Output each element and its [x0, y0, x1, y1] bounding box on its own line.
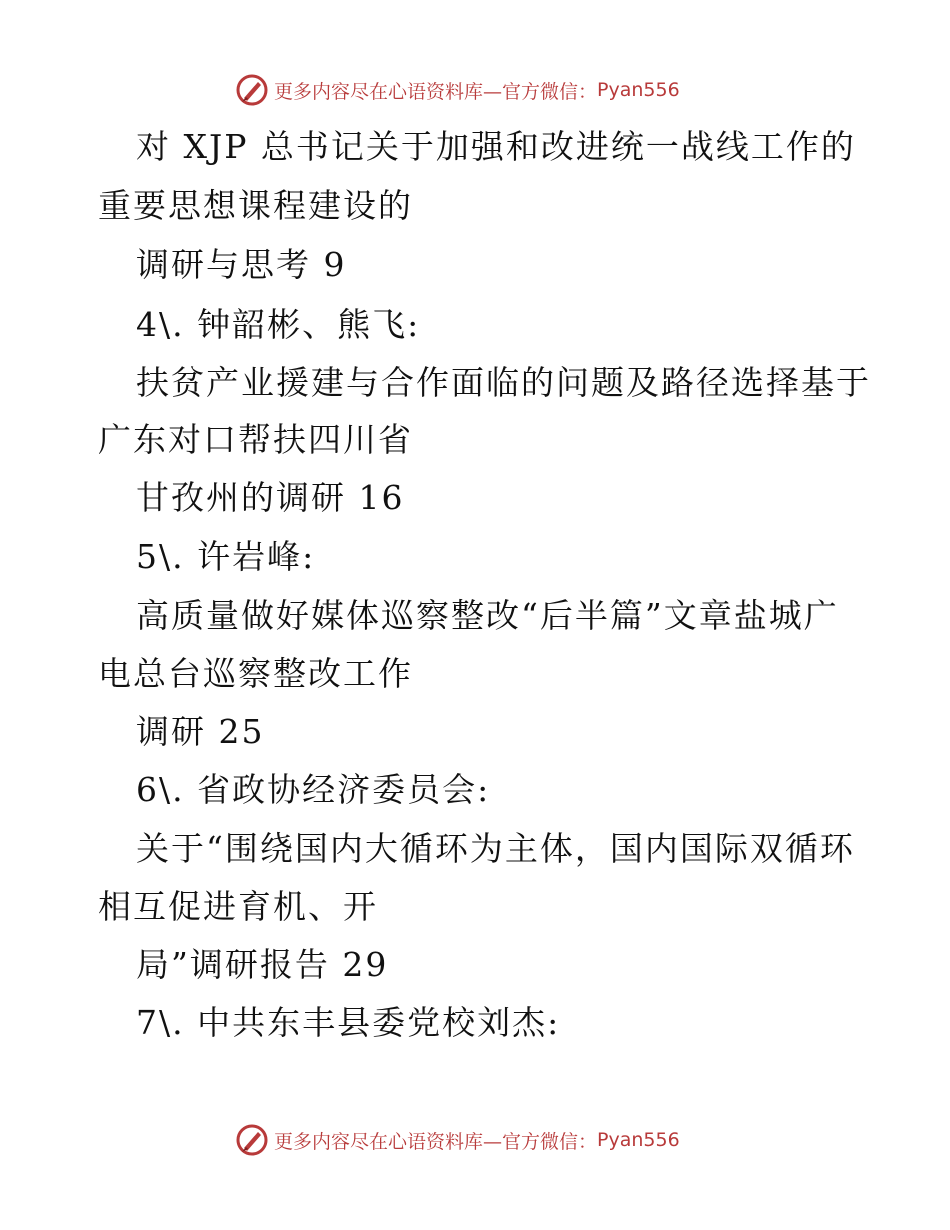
watermark-wechat-id: Pyan556 — [597, 1129, 680, 1151]
watermark-header — [234, 70, 734, 110]
toc-line: 局”调研报告 29 — [136, 945, 389, 984]
pen-logo-icon — [234, 1122, 270, 1158]
toc-line: 关于“围绕国内大循环为主体，国内国际双循环 — [136, 829, 855, 868]
toc-line: 电总台巡察整改工作 — [98, 654, 413, 693]
watermark-footer — [234, 1120, 734, 1160]
watermark-text: 更多内容尽在心语资料库—官方微信： — [274, 80, 598, 103]
toc-line: 5\. 许岩峰: — [136, 537, 316, 576]
toc-line: 7\. 中共东丰县委党校刘杰: — [136, 1003, 561, 1042]
toc-line: 调研与思考 9 — [136, 245, 347, 284]
toc-line: 调研 25 — [136, 712, 265, 751]
toc-line: 高质量做好媒体巡察整改“后半篇”文章盐城广 — [136, 596, 839, 635]
toc-line: 扶贫产业援建与合作面临的问题及路径选择基于 — [136, 363, 871, 402]
watermark-text: 更多内容尽在心语资料库—官方微信： — [274, 1130, 598, 1153]
toc-line: 广东对口帮扶四川省 — [98, 420, 413, 459]
toc-line: 重要思想课程建设的 — [98, 186, 413, 225]
toc-line: 相互促进育机、开 — [98, 887, 378, 926]
toc-line: 6\. 省政协经济委员会: — [136, 770, 491, 809]
toc-line: 对 XJP 总书记关于加强和改进统一战线工作的 — [136, 127, 856, 166]
toc-line: 甘孜州的调研 16 — [136, 478, 405, 517]
pen-logo-icon — [234, 72, 270, 108]
toc-line: 4\. 钟韶彬、熊飞: — [136, 305, 421, 344]
watermark-wechat-id: Pyan556 — [597, 79, 680, 101]
